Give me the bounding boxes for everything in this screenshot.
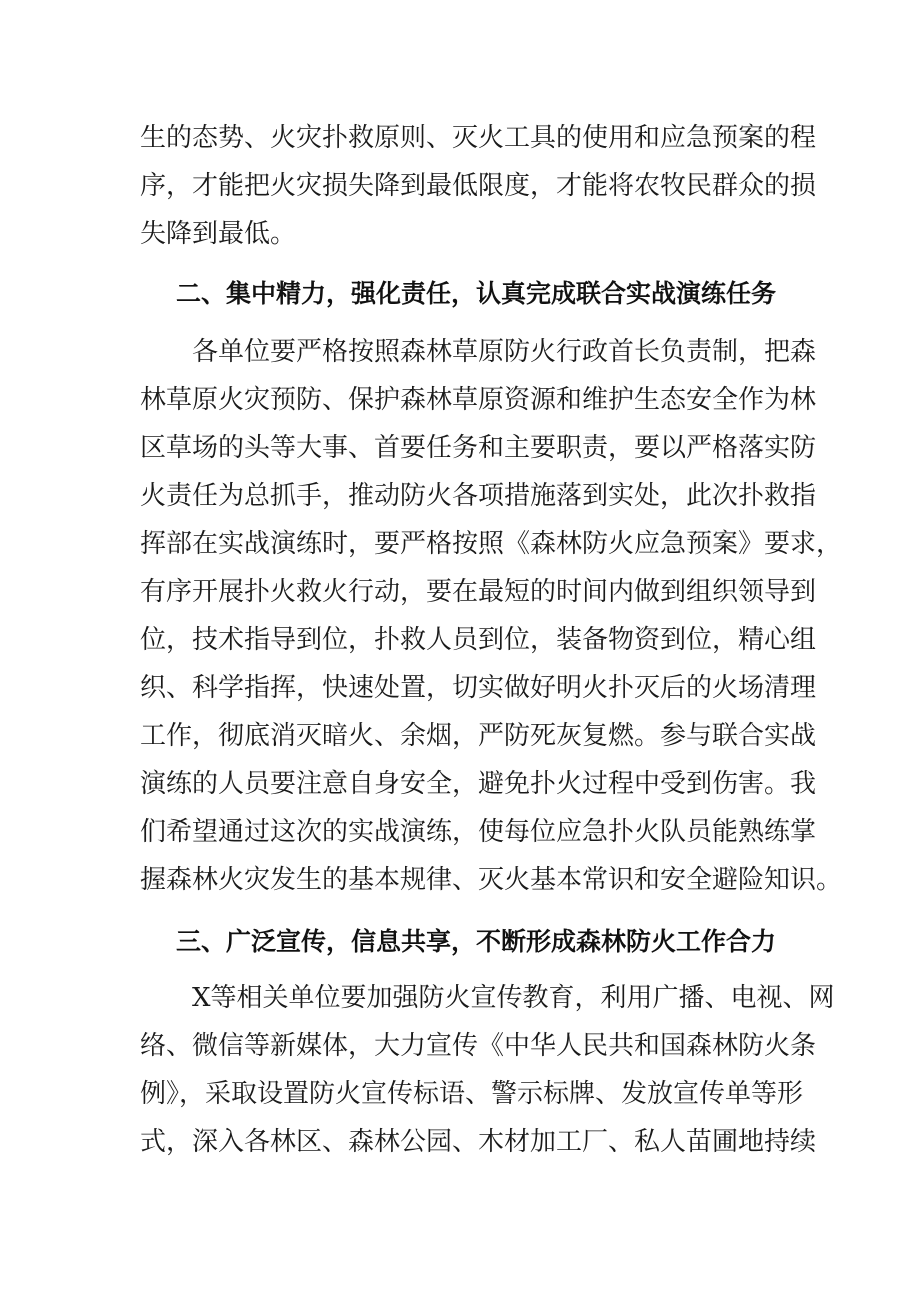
- paragraph-3-line-4: 式，深入各林区、森林公园、木材加工厂、私人苗圃地持续: [140, 1127, 817, 1157]
- paragraph-2-line-12: 握森林火灾发生的基本规律、灭火基本常识和安全避险知识。: [140, 865, 843, 895]
- paragraph-2-line-2: 林草原火灾预防、保护森林草原资源和维护生态安全作为林: [140, 385, 817, 415]
- paragraph-1-line-3: 失降到最低。: [140, 219, 297, 249]
- paragraph-2-line-1: 各单位要严格按照森林草原防火行政首长负责制，把森: [192, 337, 817, 367]
- paragraph-1-line-2: 序，才能把火灾损失降到最低限度，才能将农牧民群众的损: [140, 171, 817, 201]
- paragraph-2-line-6: 有序开展扑火救火行动，要在最短的时间内做到组织领导到: [140, 577, 817, 607]
- paragraph-2-line-11: 们希望通过这次的实战演练，使每位应急扑火队员能熟练掌: [140, 817, 817, 847]
- section-heading-2: 二、集中精力，强化责任，认真完成联合实战演练任务: [176, 279, 777, 308]
- paragraph-2-line-9: 工作，彻底消灭暗火、余烟，严防死灰复燃。参与联合实战: [140, 721, 817, 751]
- paragraph-2-line-8: 织、科学指挥，快速处置，切实做好明火扑灭后的火场清理: [140, 673, 817, 703]
- section-heading-3: 三、广泛宣传，信息共享，不断形成森林防火工作合力: [176, 927, 777, 956]
- paragraph-2-line-5: 挥部在实战演练时，要严格按照《森林防火应急预案》要求，: [140, 529, 843, 559]
- paragraph-3-line-1: X等相关单位要加强防火宣传教育，利用广播、电视、网: [192, 983, 835, 1013]
- paragraph-3-line-3: 例》，采取设置防火宣传标语、警示标牌、发放宣传单等形: [140, 1079, 804, 1109]
- paragraph-1-line-1: 生的态势、火灾扑救原则、灭火工具的使用和应急预案的程: [140, 123, 817, 153]
- paragraph-2-line-3: 区草场的头等大事、首要任务和主要职责，要以严格落实防: [140, 433, 817, 463]
- paragraph-3-line-2: 络、微信等新媒体，大力宣传《中华人民共和国森林防火条: [140, 1031, 817, 1061]
- paragraph-2-line-4: 火责任为总抓手，推动防火各项措施落到实处，此次扑救指: [140, 481, 817, 511]
- paragraph-2-line-10: 演练的人员要注意自身安全，避免扑火过程中受到伤害。我: [140, 769, 817, 799]
- paragraph-2-line-7: 位，技术指导到位，扑救人员到位，装备物资到位，精心组: [140, 625, 817, 655]
